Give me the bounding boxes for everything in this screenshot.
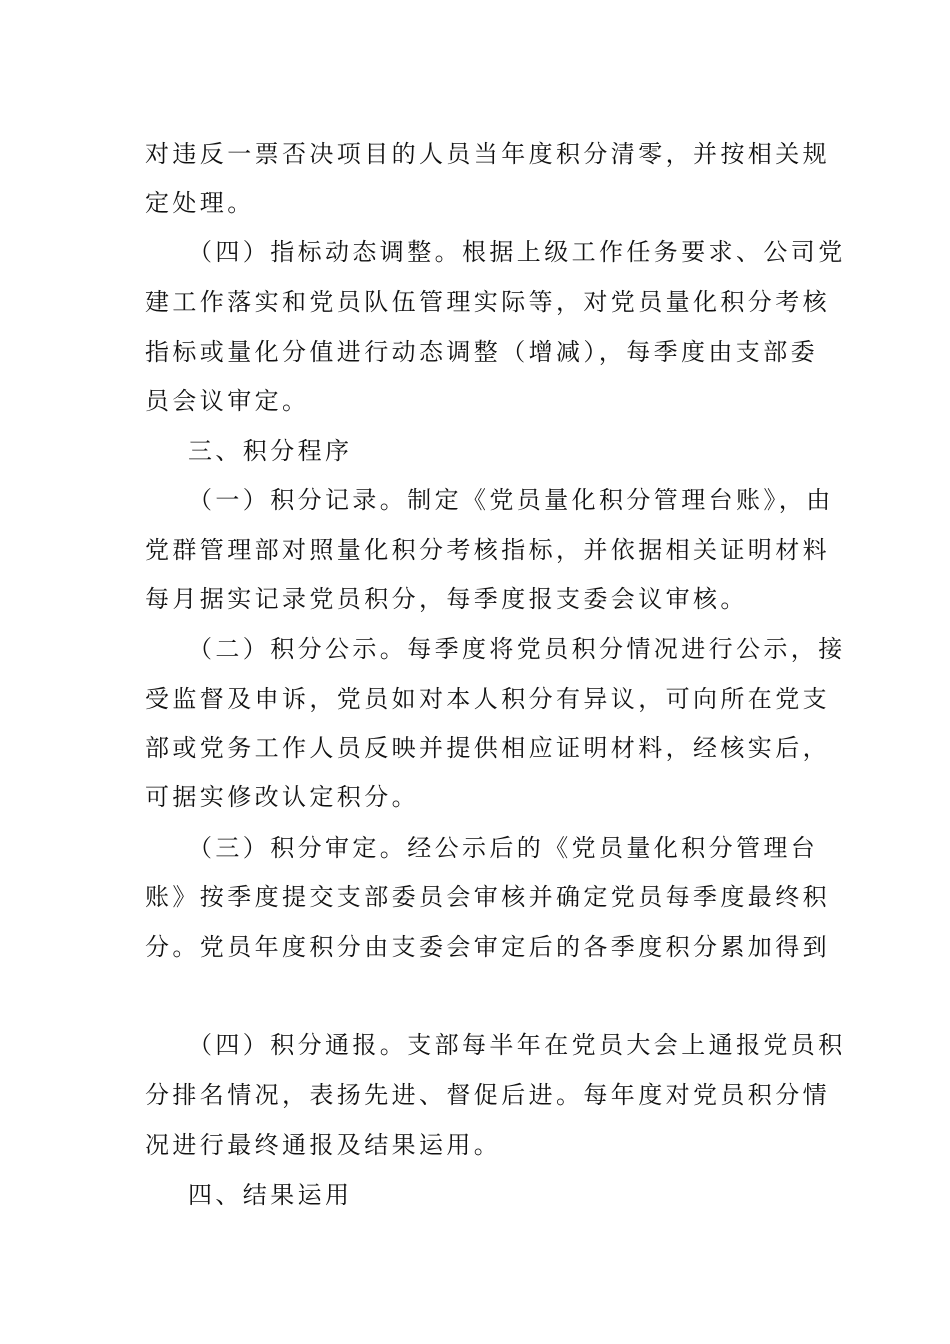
section-paragraph-start: （一）积分记录。制定《党员量化积分管理台账》，由 [188,486,834,514]
section-paragraph-start: （四）指标动态调整。根据上级工作任务要求、公司党 [188,238,846,266]
body-text-line: 账》按季度提交支部委员会审核并确定党员每季度最终积 [145,883,830,911]
body-text-line: 分排名情况，表扬先进、督促后进。每年度对党员积分情 [145,1081,830,1109]
section-heading: 三、积分程序 [188,437,353,465]
body-text-line: 可据实修改认定积分。 [145,783,419,811]
body-text-line: 每月据实记录党员积分，每季度报支委会议审核。 [145,585,748,613]
section-paragraph-start: （四）积分通报。支部每半年在党员大会上通报党员积 [188,1031,846,1059]
section-heading: 四、结果运用 [188,1181,353,1209]
body-text-line: 部或党务工作人员反映并提供相应证明材料，经核实后， [145,734,830,762]
section-paragraph-start: （三）积分审定。经公示后的《党员量化积分管理台 [188,834,819,862]
body-text-line: 指标或量化分值进行动态调整（增减），每季度由支部委 [145,338,818,366]
body-text-line: 受监督及申诉，党员如对本人积分有异议，可向所在党支 [145,685,830,713]
body-text-line: 况进行最终通报及结果运用。 [145,1131,502,1159]
body-text-line: 建工作落实和党员队伍管理实际等，对党员量化积分考核 [145,288,830,316]
body-text-line: 员会议审定。 [145,387,310,415]
body-text-line: 对违反一票否决项目的人员当年度积分清零，并按相关规 [145,140,830,168]
body-text-line: 定处理。 [145,189,255,217]
section-paragraph-start: （二）积分公示。每季度将党员积分情况进行公示，接 [188,635,846,663]
body-text-line: 分。党员年度积分由支委会审定后的各季度积分累加得到 [145,933,830,961]
body-text-line: 党群管理部对照量化积分考核指标，并依据相关证明材料 [145,536,830,564]
